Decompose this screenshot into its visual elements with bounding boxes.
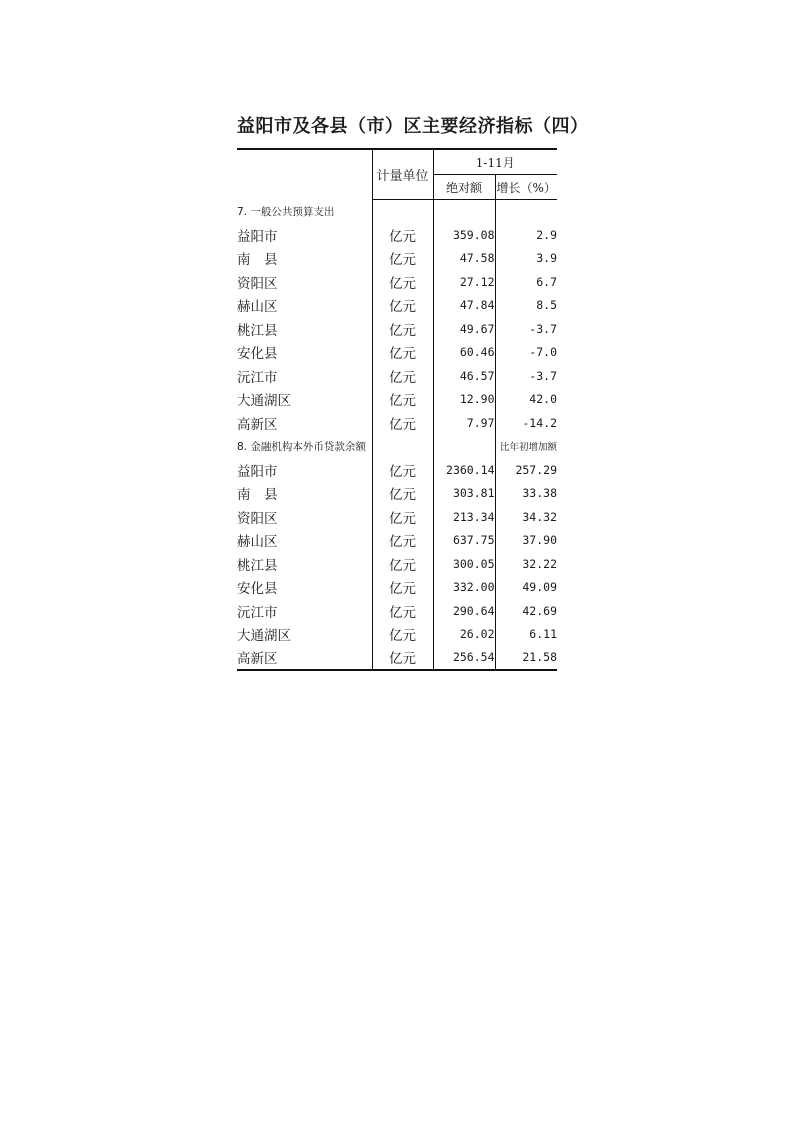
change-cell: -7.0: [495, 341, 557, 365]
value-cell: 49.67: [433, 317, 495, 341]
change-cell: -14.2: [495, 411, 557, 435]
region-name: 高新区: [237, 416, 278, 433]
region-name: 大通湖区: [237, 628, 291, 645]
table-body: [237, 200, 557, 670]
change-cell: 6.7: [495, 270, 557, 294]
value-cell: 290.64: [433, 599, 495, 623]
table-row: [237, 294, 557, 318]
table-row: [237, 364, 557, 388]
region-name: 桃江县: [237, 557, 278, 574]
unit-cell: 亿元: [372, 599, 433, 623]
value-cell: 256.54: [433, 646, 495, 670]
unit-cell: 亿元: [372, 552, 433, 576]
section-row: [237, 435, 557, 459]
unit-cell: 亿元: [372, 317, 433, 341]
change-cell: -3.7: [495, 317, 557, 341]
indicators-table: [237, 148, 557, 671]
change-cell: 49.09: [495, 576, 557, 600]
table-header: [237, 149, 557, 200]
value-cell: 12.90: [433, 388, 495, 412]
region-name: 南 县: [237, 487, 278, 504]
header-unit: 计量单位: [372, 149, 433, 200]
header-period: 1-11月: [433, 149, 557, 175]
region-name: 桃江县: [237, 322, 278, 339]
value-cell: 27.12: [433, 270, 495, 294]
change-cell: 34.32: [495, 505, 557, 529]
value-cell: 60.46: [433, 341, 495, 365]
change-cell: 21.58: [495, 646, 557, 670]
region-name: 资阳区: [237, 275, 278, 292]
table-row: [237, 646, 557, 670]
change-cell: 33.38: [495, 482, 557, 506]
unit-cell: 亿元: [372, 458, 433, 482]
region-name: 南 县: [237, 252, 278, 269]
unit-cell: 亿元: [372, 482, 433, 506]
value-cell: 637.75: [433, 529, 495, 553]
region-name: 沅江市: [237, 369, 278, 386]
value-cell: 300.05: [433, 552, 495, 576]
unit-cell: 亿元: [372, 294, 433, 318]
region-name: 赫山区: [237, 534, 278, 551]
region-name: 益阳市: [237, 463, 278, 480]
unit-cell: 亿元: [372, 364, 433, 388]
region-name: 益阳市: [237, 228, 278, 245]
change-cell: -3.7: [495, 364, 557, 388]
table-row: [237, 458, 557, 482]
change-cell: 3.9: [495, 247, 557, 271]
change-cell: 6.11: [495, 623, 557, 647]
unit-cell: 亿元: [372, 341, 433, 365]
unit-cell: 亿元: [372, 411, 433, 435]
value-cell: 47.84: [433, 294, 495, 318]
header-absolute: 绝对额: [433, 175, 495, 200]
section-title: 7. 一般公共预算支出: [237, 205, 335, 218]
header-blank-cell: [237, 149, 372, 200]
unit-cell: 亿元: [372, 270, 433, 294]
section-row: [237, 200, 557, 224]
table-row: [237, 623, 557, 647]
table-row: [237, 576, 557, 600]
table-row: [237, 482, 557, 506]
value-cell: 47.58: [433, 247, 495, 271]
table-row: [237, 599, 557, 623]
value-cell: 213.34: [433, 505, 495, 529]
table-row: [237, 411, 557, 435]
region-name: 高新区: [237, 646, 372, 670]
region-name: 大通湖区: [237, 393, 291, 410]
region-name: 资阳区: [237, 510, 278, 527]
change-cell: 2.9: [495, 223, 557, 247]
change-cell: 257.29: [495, 458, 557, 482]
value-cell: 46.57: [433, 364, 495, 388]
value-cell: 26.02: [433, 623, 495, 647]
unit-cell: 亿元: [372, 529, 433, 553]
table-row: [237, 270, 557, 294]
region-name: 沅江市: [237, 604, 278, 621]
value-cell: 7.97: [433, 411, 495, 435]
section-title: 8. 金融机构本外币贷款余额: [237, 440, 366, 453]
region-name: 赫山区: [237, 299, 278, 316]
value-cell: 359.08: [433, 223, 495, 247]
unit-cell: 亿元: [372, 388, 433, 412]
table-row: [237, 552, 557, 576]
page-title: 益阳市及各县（市）区主要经济指标（四）: [237, 116, 589, 137]
table-row: [237, 388, 557, 412]
unit-cell: 亿元: [372, 247, 433, 271]
region-name: 安化县: [237, 581, 278, 598]
value-cell: 303.81: [433, 482, 495, 506]
table-row: [237, 529, 557, 553]
unit-cell: 亿元: [372, 576, 433, 600]
unit-cell: 亿元: [372, 505, 433, 529]
change-cell: 42.69: [495, 599, 557, 623]
change-cell: 8.5: [495, 294, 557, 318]
change-cell: 32.22: [495, 552, 557, 576]
table-row: [237, 247, 557, 271]
unit-cell: 亿元: [372, 223, 433, 247]
unit-cell: 亿元: [372, 646, 433, 670]
table-row: [237, 317, 557, 341]
header-growth: 增长（%）: [495, 175, 557, 200]
change-cell: 37.90: [495, 529, 557, 553]
table-row: [237, 341, 557, 365]
change-cell: 42.0: [495, 388, 557, 412]
table-row: [237, 505, 557, 529]
table-row: [237, 223, 557, 247]
value-cell: 332.00: [433, 576, 495, 600]
section-note: 比年初增加额: [495, 435, 557, 459]
region-name: 安化县: [237, 346, 278, 363]
unit-cell: 亿元: [372, 623, 433, 647]
value-cell: 2360.14: [433, 458, 495, 482]
